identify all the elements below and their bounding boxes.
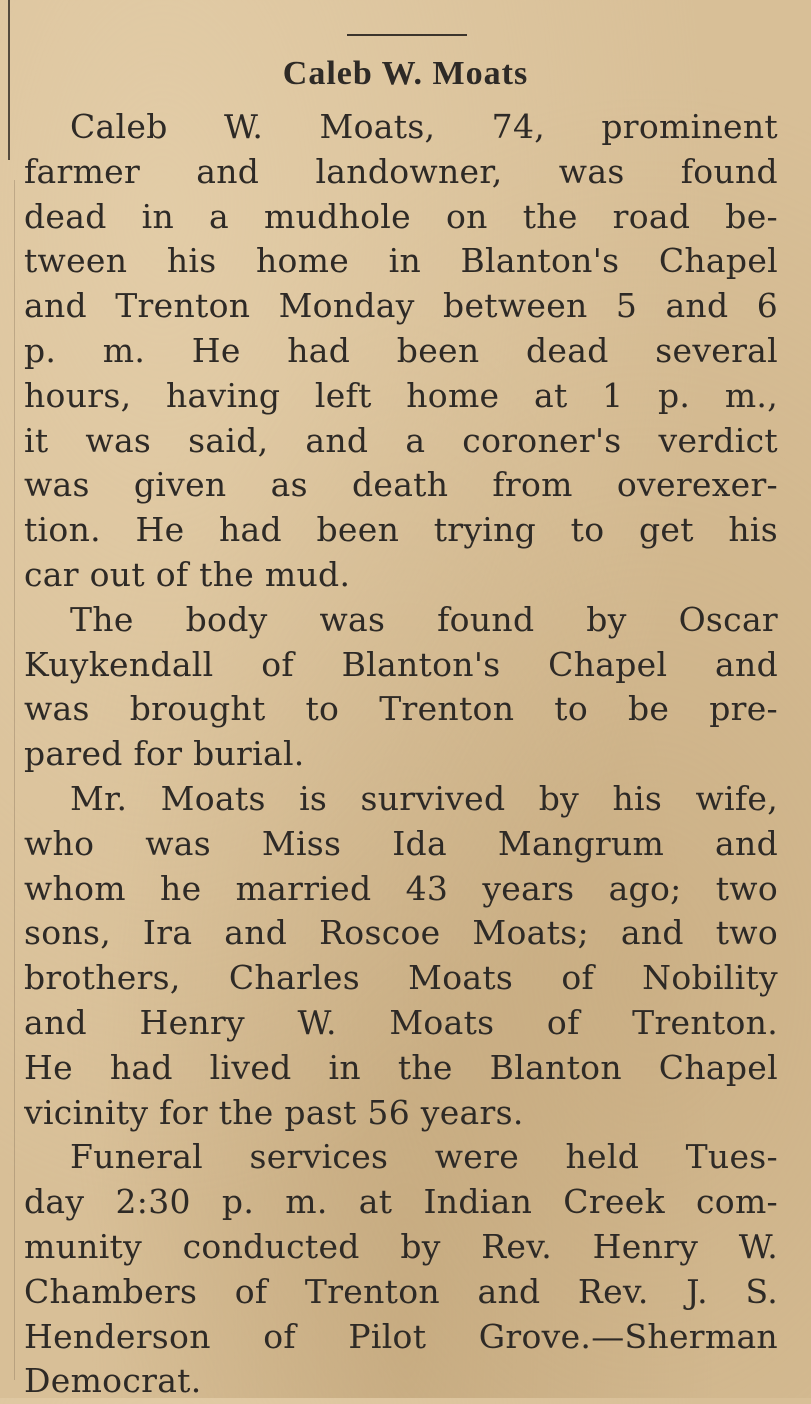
article-line: was given as death from overexer-: [24, 465, 778, 505]
article-line: Chambers of Trenton and Rev. J. S.: [24, 1271, 778, 1311]
article-line: was brought to Trenton to be pre-: [24, 689, 778, 729]
article-line: Caleb W. Moats, 74, prominent: [70, 107, 778, 146]
article-line: The body was found by Oscar: [70, 599, 778, 639]
article-line: whom he married 43 years ago; two: [24, 868, 778, 908]
article-line: tion. He had been trying to get his: [24, 510, 778, 550]
article-line: vicinity for the past 56 years.: [24, 1092, 524, 1132]
article-line: dead in a mudhole on the road be-: [24, 196, 778, 236]
article-line: car out of the mud.: [24, 554, 351, 594]
article-line: Henderson of Pilot Grove.—Sherman: [24, 1316, 778, 1356]
article-line: who was Miss Ida Mangrum and: [24, 823, 778, 863]
article-line: Democrat.: [24, 1361, 202, 1401]
article-line: p. m. He had been dead several: [24, 330, 778, 370]
article-line: and Henry W. Moats of Trenton.: [24, 1002, 778, 1042]
article-line: Kuykendall of Blanton's Chapel and: [24, 644, 778, 684]
article-line: He had lived in the Blanton Chapel: [24, 1047, 778, 1087]
article-line: Funeral services were held Tues-: [70, 1137, 778, 1177]
article-line: and Trenton Monday between 5 and 6: [24, 286, 778, 326]
article-line: brothers, Charles Moats of Nobility: [24, 958, 778, 998]
article-line: hours, having left home at 1 p. m.,: [24, 375, 778, 415]
column-rule-faint: [14, 180, 15, 1380]
headline-rule: [347, 34, 467, 36]
article-line: day 2:30 p. m. at Indian Creek com-: [24, 1182, 778, 1222]
article-line: Mr. Moats is survived by his wife,: [70, 778, 778, 818]
obituary-headline: Caleb W. Moats: [282, 55, 529, 92]
obituary-body: [24, 105, 778, 1404]
article-line: sons, Ira and Roscoe Moats; and two: [24, 913, 778, 953]
article-line: tween his home in Blanton's Chapel: [24, 241, 778, 281]
article-line: munity conducted by Rev. Henry W.: [24, 1226, 778, 1266]
article-line: it was said, and a coroner's verdict: [24, 420, 778, 460]
article-line: pared for burial.: [24, 734, 305, 774]
article-line: farmer and landowner, was found: [24, 151, 778, 191]
